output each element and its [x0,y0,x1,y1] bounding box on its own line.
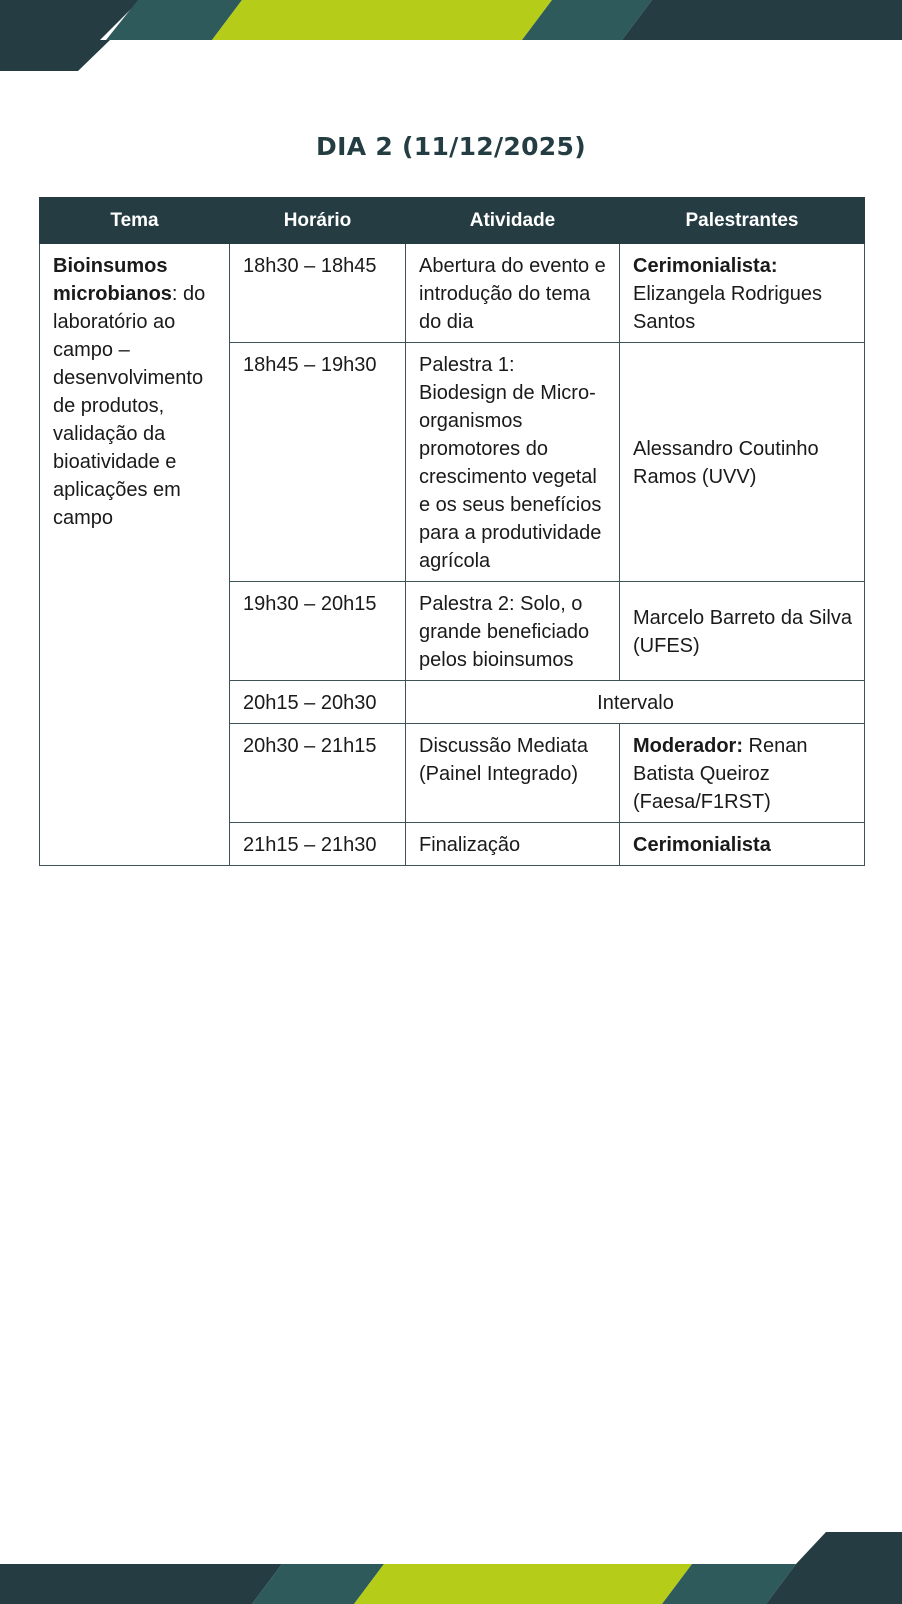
row-speaker [620,724,865,823]
speaker-role: Cerimonialista [633,834,771,856]
schedule-table [39,197,865,866]
bottom-decorative-band [0,1532,902,1604]
interval-label: Intervalo [406,681,865,724]
row-activity: Palestra 2: Solo, o grande beneficiado pelos bioinsumos [406,582,620,681]
page-title: DIA 2 (11/12/2025) [316,132,586,161]
row-activity: Discussão Mediata (Painel Integrado) [406,724,620,823]
header-palestrantes: Palestrantes [620,198,865,244]
row-time: 18h30 – 18h45 [230,244,406,343]
row-speaker [620,343,865,582]
top-decorative-band [0,0,902,72]
row-time: 18h45 – 19h30 [230,343,406,582]
row-time: 19h30 – 20h15 [230,582,406,681]
header-tema: Tema [40,198,230,244]
row-time: 21h15 – 21h30 [230,823,406,866]
tema-title: Bioinsumos microbianos [53,255,172,305]
row-activity: Abertura do evento e introdução do tema do dia [406,244,620,343]
row-speaker [620,244,865,343]
row-time: 20h15 – 20h30 [230,681,406,724]
row-speaker [620,582,865,681]
tema-description: : do laboratório ao campo – desenvolvimento de produtos, validação da bioatividade e aplicações em campo [53,283,206,529]
speaker-name: Renan Batista Queiroz (Faesa/F1RST) [633,735,808,813]
header-atividade: Atividade [406,198,620,244]
speaker-name: Elizangela Rodrigues Santos [633,283,823,333]
tema-cell [40,244,230,866]
speaker-role: Cerimonialista: [633,255,778,277]
row-time: 20h30 – 21h15 [230,724,406,823]
speaker-name: Alessandro Coutinho Ramos (UVV) [633,438,819,488]
row-activity: Finalização [406,823,620,866]
row-activity: Palestra 1: Biodesign de Micro-organismos promotores do crescimento vegetal e os seus benefícios para a produtividade agrícola [406,343,620,582]
table-row [40,244,865,343]
speaker-name: Marcelo Barreto da Silva (UFES) [633,607,852,657]
speaker-role: Moderador: [633,735,743,757]
header-horario: Horário [230,198,406,244]
table-header-row [40,198,865,244]
row-speaker [620,823,865,866]
